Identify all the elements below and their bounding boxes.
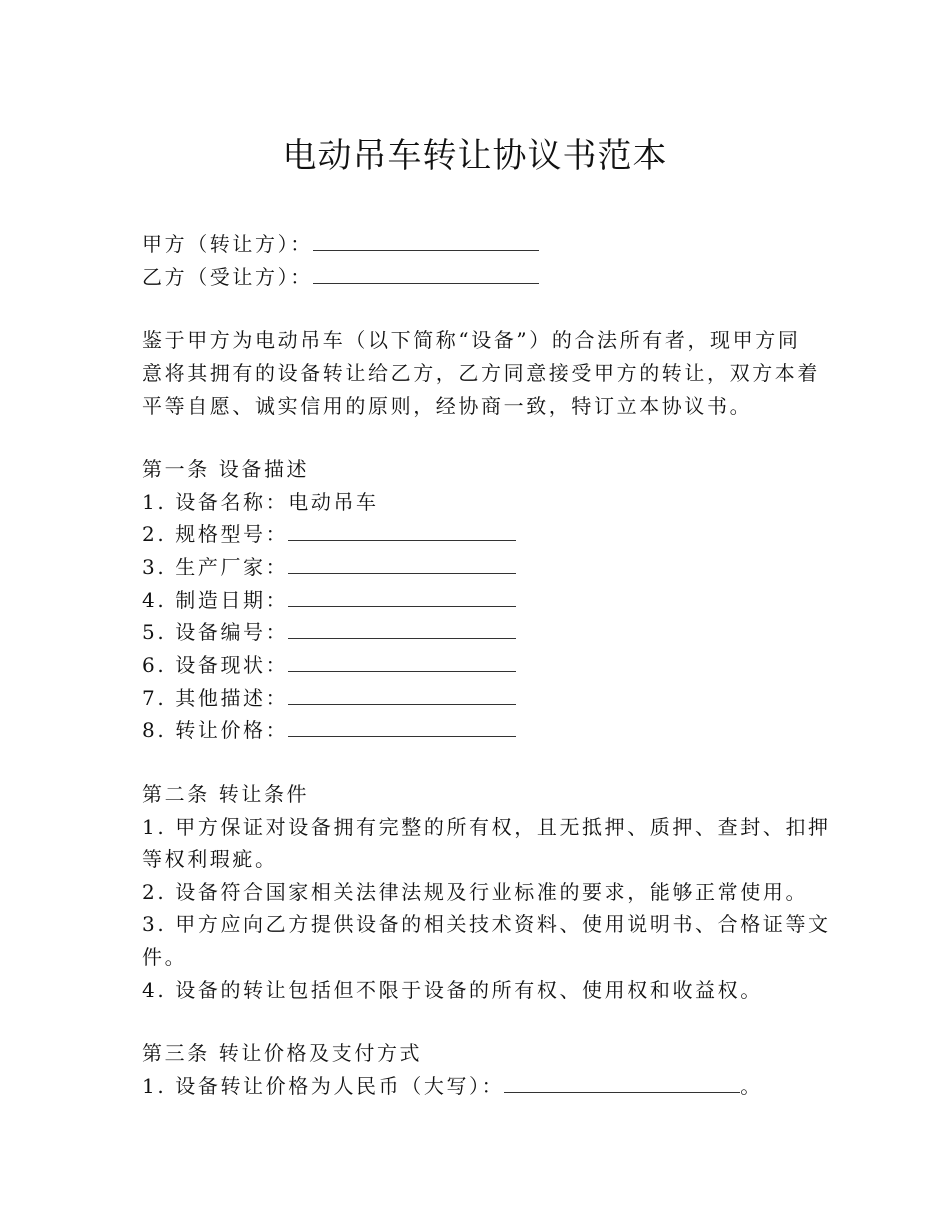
article1-item-1: 1. 设备名称：电动吊车 bbox=[142, 490, 379, 514]
article2-line-1: 1. 甲方保证对设备拥有完整的所有权，且无抵押、质押、查封、扣押 bbox=[142, 815, 831, 839]
document-title: 电动吊车转让协议书范本 bbox=[282, 136, 668, 176]
article1-item-8-blank bbox=[288, 718, 516, 737]
preamble-line-2: 意将其拥有的设备转让给乙方，乙方同意接受甲方的转让，双方本着 bbox=[142, 361, 820, 385]
article1-item-8-label: 8. 转让价格： bbox=[142, 718, 289, 742]
party-b-label: 乙方（受让方）： bbox=[142, 265, 313, 289]
article1-item-2-blank bbox=[288, 522, 516, 541]
party-a-blank bbox=[313, 232, 539, 251]
article1-item-5 bbox=[142, 620, 516, 644]
article1-item-6 bbox=[142, 653, 516, 677]
party-b-blank bbox=[313, 265, 539, 284]
article1-item-5-blank bbox=[288, 620, 516, 639]
article1-item-7-blank bbox=[288, 686, 516, 705]
article2-line-3: 2. 设备符合国家相关法律法规及行业标准的要求，能够正常使用。 bbox=[142, 880, 809, 904]
article1-heading: 第一条 设备描述 bbox=[142, 457, 310, 481]
article2-line-4: 3. 甲方应向乙方提供设备的相关技术资料、使用说明书、合格证等文 bbox=[142, 912, 831, 936]
article1-item-7-label: 7. 其他描述： bbox=[142, 686, 289, 710]
article1-item-4-label: 4. 制造日期： bbox=[142, 588, 289, 612]
party-b-line bbox=[142, 265, 539, 289]
article2-line-6: 4. 设备的转让包括但不限于设备的所有权、使用权和收益权。 bbox=[142, 978, 763, 1002]
article2-line-5: 件。 bbox=[142, 945, 188, 969]
article1-item-3-blank bbox=[288, 555, 516, 574]
preamble-line-1: 鉴于甲方为电动吊车（以下简称“设备”）的合法所有者，现甲方同 bbox=[142, 328, 801, 352]
article3-item-1-label: 1. 设备转让价格为人民币（大写）： bbox=[142, 1074, 505, 1098]
article1-item-5-label: 5. 设备编号： bbox=[142, 620, 289, 644]
party-a-label: 甲方（转让方）： bbox=[142, 232, 313, 256]
article1-item-2 bbox=[142, 522, 516, 546]
article1-item-3-label: 3. 生产厂家： bbox=[142, 555, 289, 579]
article1-item-3 bbox=[142, 555, 516, 579]
article3-item-1 bbox=[142, 1074, 763, 1098]
party-a-line bbox=[142, 232, 539, 256]
article1-item-6-label: 6. 设备现状： bbox=[142, 653, 289, 677]
preamble-line-3: 平等自愿、诚实信用的原则，经协商一致，特订立本协议书。 bbox=[142, 394, 753, 418]
article3-item-1-blank bbox=[504, 1074, 740, 1093]
article1-item-8 bbox=[142, 718, 516, 742]
article1-item-6-blank bbox=[288, 653, 516, 672]
article3-heading: 第三条 转让价格及支付方式 bbox=[142, 1041, 423, 1065]
article2-heading: 第二条 转让条件 bbox=[142, 782, 310, 806]
article1-item-4 bbox=[142, 588, 516, 612]
article1-item-7 bbox=[142, 686, 516, 710]
article1-item-4-blank bbox=[288, 588, 516, 607]
article1-item-2-label: 2. 规格型号： bbox=[142, 522, 289, 546]
article3-item-1-suffix: 。 bbox=[740, 1074, 763, 1098]
article2-line-2: 等权利瑕疵。 bbox=[142, 847, 278, 871]
